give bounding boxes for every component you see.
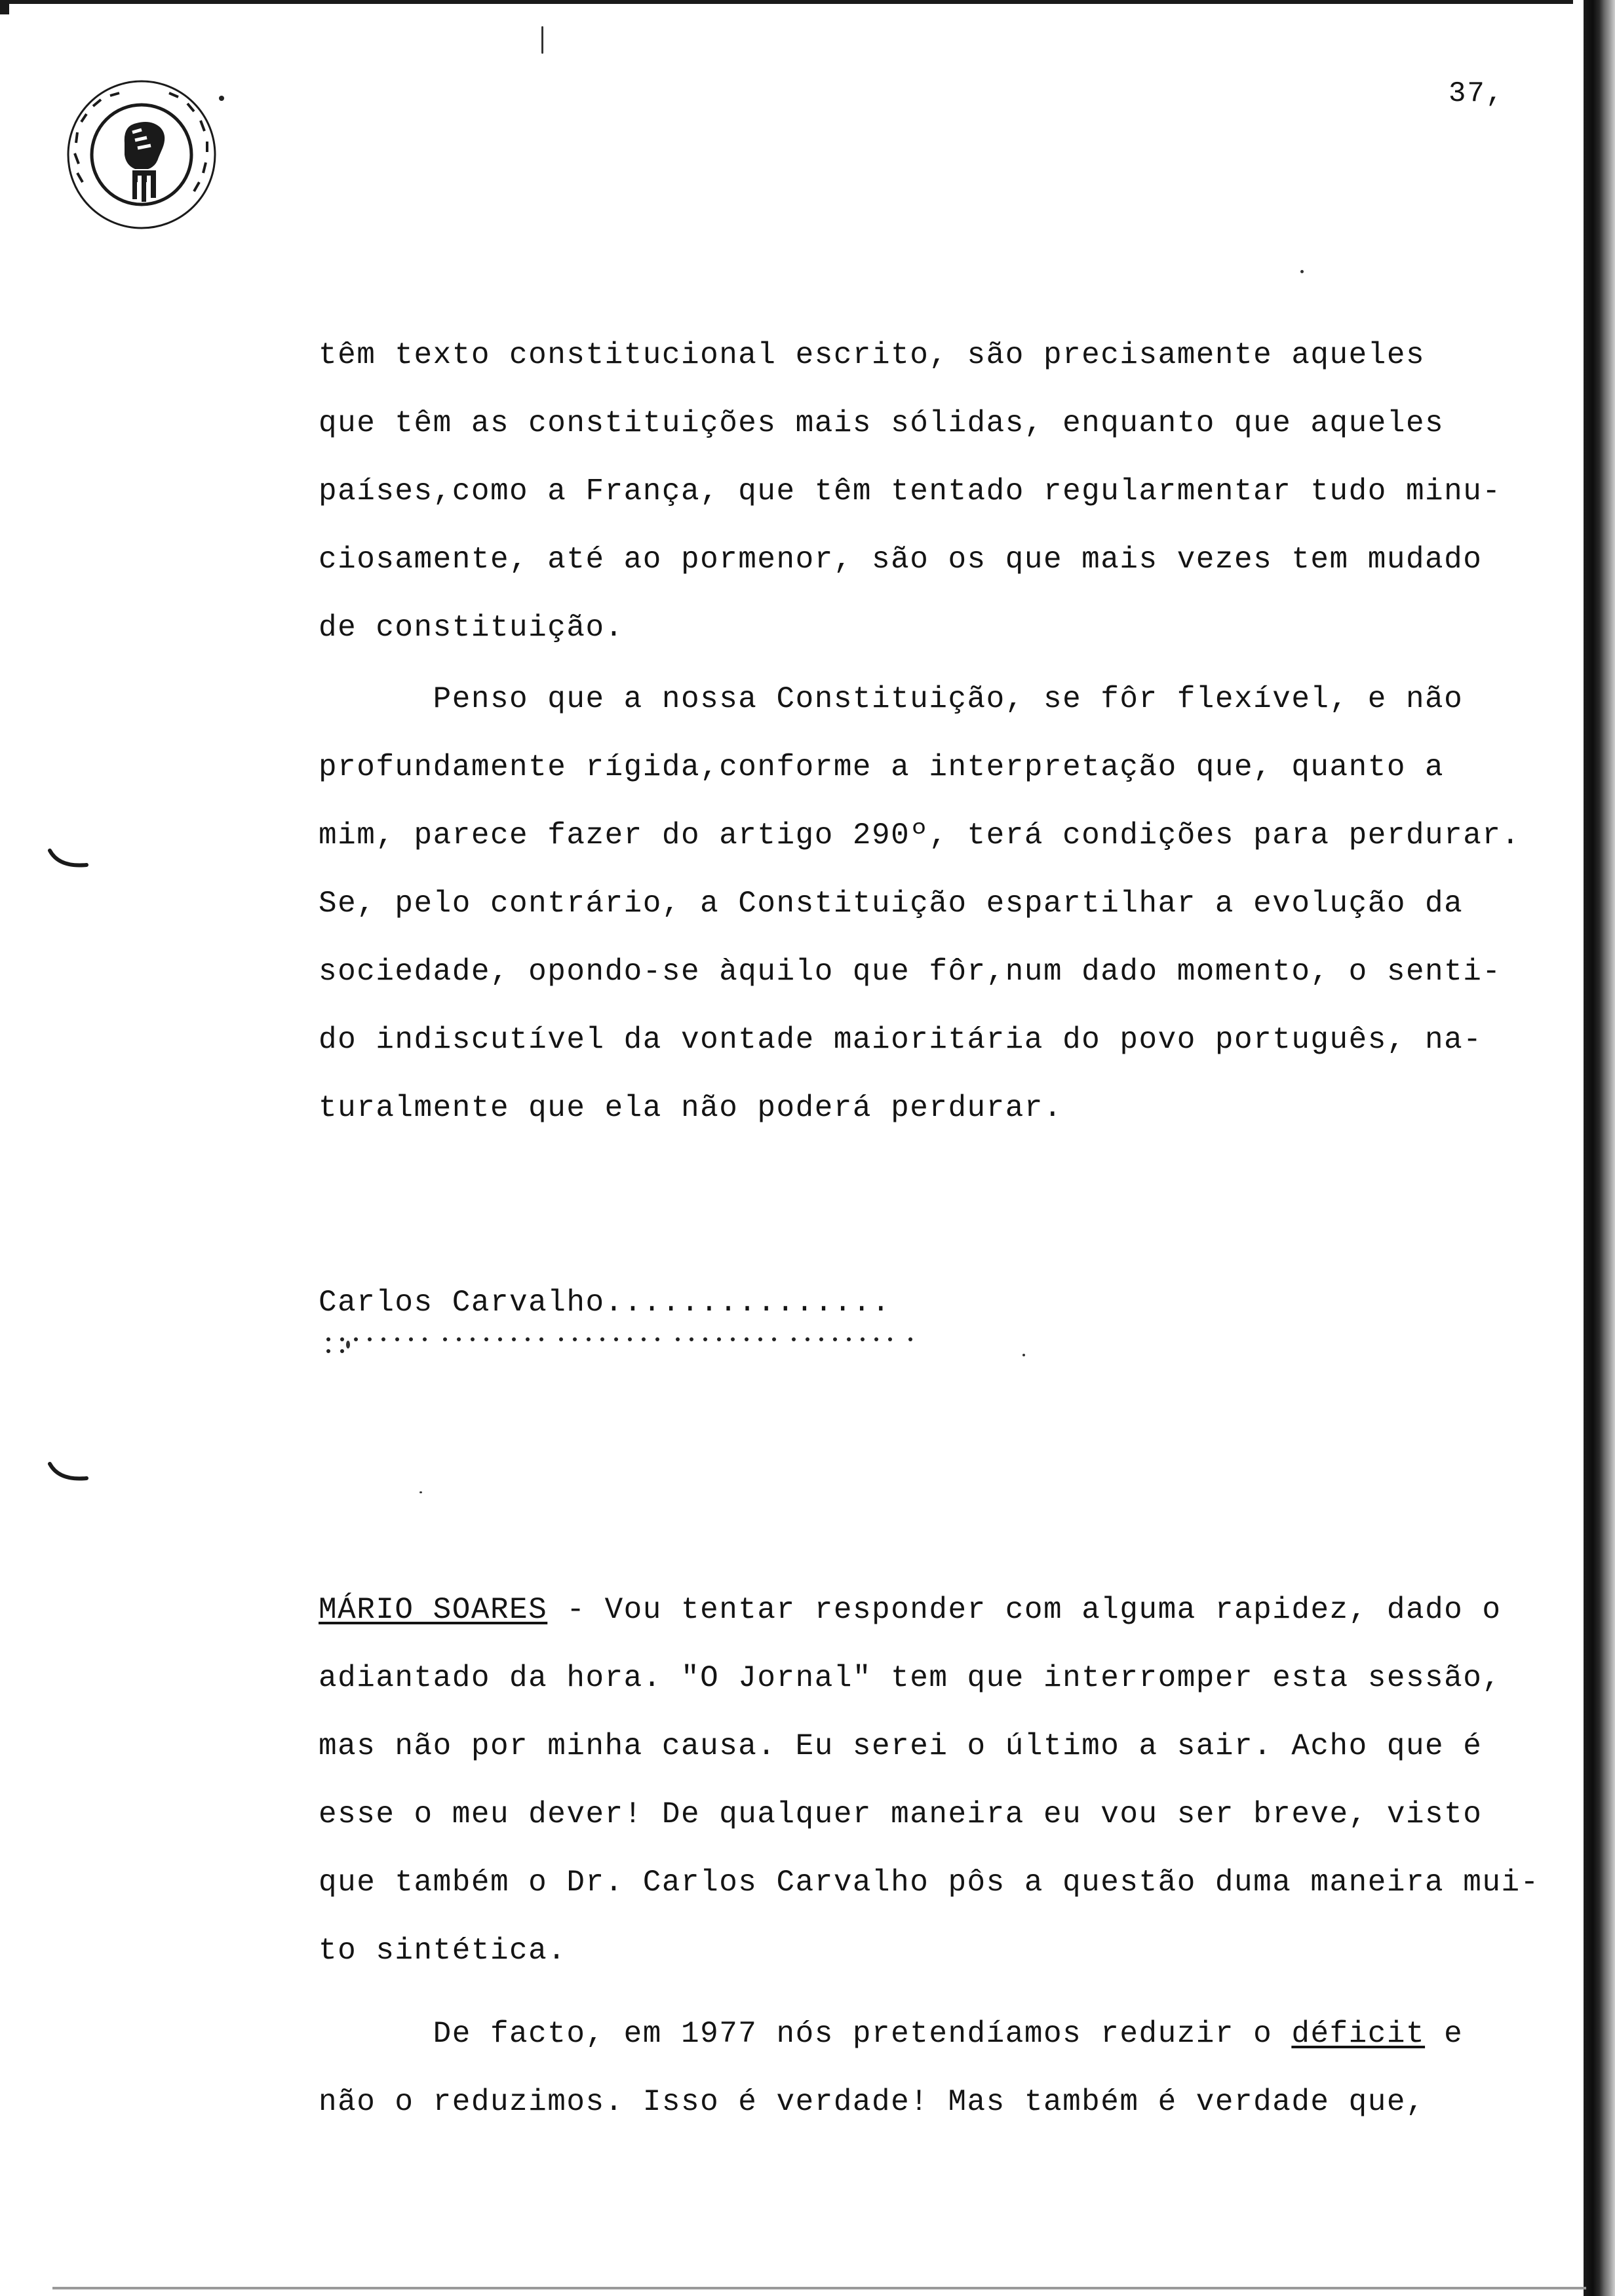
text-line: esse o meu dever! De qualquer maneira eu vou ser breve, visto <box>319 1797 1483 1831</box>
text-line: Se, pelo contrário, a Constituição espartilhar a evolução da <box>319 887 1464 921</box>
text-line: de constituição. <box>319 611 624 645</box>
text-segment: De facto, em 1977 nós pretendíamos reduzir o <box>319 2017 1292 2051</box>
signature-line: Carlos Carvalho............... <box>319 1286 891 1320</box>
paragraph-deficit <box>319 2000 1564 2136</box>
text-line: ciosamente, até ao pormenor, são os que mais vezes tem mudado <box>319 543 1483 577</box>
scan-top-edge <box>0 0 1573 4</box>
logo-dot <box>219 96 224 101</box>
ink-speck <box>346 1341 350 1349</box>
text-segment: - Vou tentar responder com alguma rapidez, dado o <box>547 1593 1502 1627</box>
text-segment: e <box>1425 2017 1464 2051</box>
signature-dotted-line <box>326 1333 929 1346</box>
binder-hole-mark <box>46 847 92 873</box>
signature-block <box>319 1269 1564 1337</box>
emphasized-word: déficit <box>1291 2017 1426 2051</box>
text-line <box>319 1576 1564 1644</box>
text-line: profundamente rígida,conforme a interpretação que, quanto a <box>319 750 1445 784</box>
text-line: que têm as constituições mais sólidas, enquanto que aqueles <box>319 406 1445 440</box>
text-line <box>319 2000 1564 2068</box>
text-line: Penso que a nossa Constituição, se fôr flexível, e não <box>319 682 1464 716</box>
text-line: turalmente que ela não poderá perdurar. <box>319 1091 1063 1125</box>
speaker-name: MÁRIO SOARES <box>319 1593 548 1627</box>
raised-fist-seal-icon <box>64 77 219 232</box>
paragraph-continuation <box>319 321 1564 662</box>
scan-right-edge <box>1580 0 1615 2296</box>
scan-top-corner <box>0 0 9 14</box>
paragraph-constitution <box>319 665 1564 1142</box>
paragraph-mario-soares <box>319 1576 1564 1985</box>
ink-speck <box>1300 270 1304 273</box>
text-line: não o reduzimos. Isso é verdade! Mas também é verdade que, <box>319 2085 1426 2119</box>
ink-speck <box>541 26 543 54</box>
text-line: mas não por minha causa. Eu serei o último a sair. Acho que é <box>319 1729 1483 1763</box>
ink-speck <box>419 1491 422 1493</box>
text-line: têm texto constitucional escrito, são precisamente aqueles <box>319 338 1426 372</box>
binder-hole-mark <box>46 1460 92 1486</box>
page-number: 37, <box>1449 77 1505 110</box>
text-line: que também o Dr. Carlos Carvalho pôs a questão duma maneira mui- <box>319 1866 1540 1900</box>
text-line: to sintética. <box>319 1934 567 1968</box>
text-line: mim, parece fazer do artigo 290º, terá condições para perdurar. <box>319 818 1521 852</box>
text-line: países,como a França, que têm tentado regularmentar tudo minu- <box>319 474 1502 508</box>
text-line: do indiscutível da vontade maioritária do povo português, na- <box>319 1023 1483 1057</box>
text-line: adiantado da hora. "O Jornal" tem que interromper esta sessão, <box>319 1661 1502 1695</box>
scan-bottom-edge <box>52 2287 1586 2289</box>
ink-speck <box>1022 1354 1025 1356</box>
text-line: sociedade, opondo-se àquilo que fôr,num dado momento, o senti- <box>319 955 1502 989</box>
